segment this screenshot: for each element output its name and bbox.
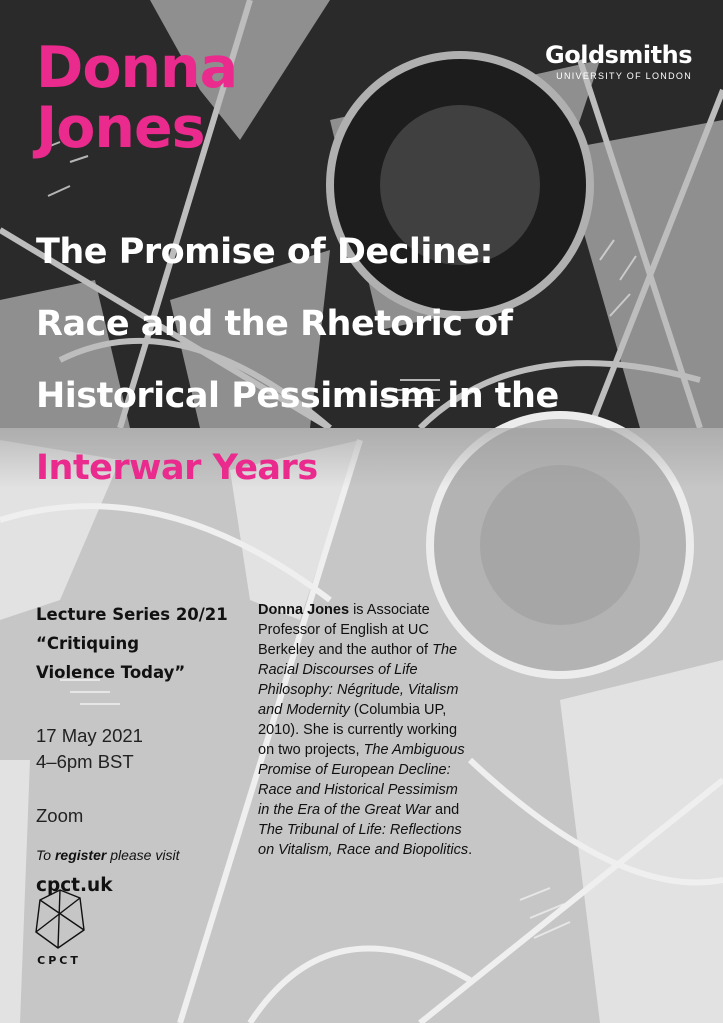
event-details [36, 600, 246, 898]
bio-name: Donna Jones [258, 602, 350, 618]
bio-book: The Racial Discourses of Life Philosophy: Négritude, Vitalism and Modernity [258, 642, 459, 718]
speaker-last-name: Jones [36, 95, 205, 161]
event-date: 17 May 2021 [36, 725, 143, 746]
bio-project-1: The Ambiguous Promise of European Decline: Race and Historical Pessimism in the Era of the Great War [258, 742, 465, 818]
series-title [36, 600, 246, 687]
title-line-1: The Promise of Decline: [36, 232, 494, 272]
series-line-2: “Critiquing [36, 634, 140, 653]
register-bold: register [54, 847, 107, 863]
bio-text-1: is Associate Professor of English at UC Berkeley and the author of [258, 602, 433, 658]
series-line-3: Violence Today” [36, 663, 186, 682]
event-datetime [36, 723, 246, 775]
register-link[interactable]: cpct.uk [36, 875, 113, 896]
bio-text-2: (Columbia UP, 2010). She is currently working on two projects, [258, 702, 458, 758]
title-line-4: Interwar Years [36, 448, 318, 488]
goldsmiths-logo [520, 42, 692, 81]
series-line-1: Lecture Series 20/21 [36, 605, 228, 624]
event-time: 4–6pm BST [36, 751, 134, 772]
title-line-3: Historical Pessimism in the [36, 376, 559, 416]
speaker-bio [258, 600, 473, 860]
speaker-name [36, 35, 238, 161]
register-instruction [36, 845, 246, 865]
speaker-first-name: Donna [36, 35, 238, 101]
event-location: Zoom [36, 805, 84, 826]
logo-name: Goldsmiths [545, 41, 692, 69]
register-pre: To [36, 847, 55, 863]
bio-text-3: and [431, 802, 460, 818]
register-post: please visit [106, 847, 180, 863]
title-line-2: Race and the Rhetoric of [36, 304, 513, 344]
bio-text-4: . [468, 842, 473, 858]
lecture-title [36, 216, 706, 504]
cpct-logo-label: CPCT [37, 954, 81, 967]
bio-project-2: The Tribunal of Life: Reflections on Vitalism, Race and Biopolitics [258, 822, 469, 858]
logo-subtitle: UNIVERSITY OF LONDON [556, 71, 692, 81]
